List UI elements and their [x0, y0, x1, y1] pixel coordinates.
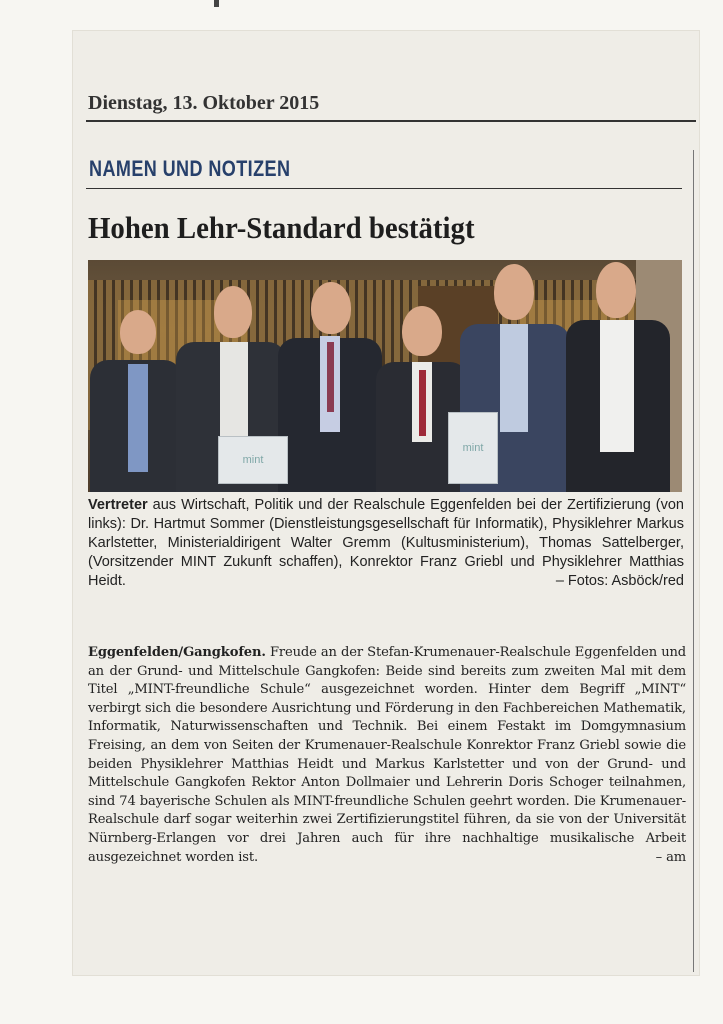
caption-text: aus Wirtschaft, Politik und der Realschule Eggenfelden bei der Zertifizierung (von links): Dr. Hartmut Sommer (Dienstleistungsgesellschaft für Informatik), Physiklehrer Markus Karlstetter, Ministerialdirigent Walter Gremm (Kultusministerium), Thomas Sattelberger, (Vorsitzender MINT Zukunft schaffen), Konrektor Franz Griebl und Physiklehrer Matthias Heidt. [88, 497, 684, 589]
certificate-right: mint [448, 412, 498, 484]
section-title: NAMEN UND NOTIZEN [89, 156, 291, 181]
photo-credit: – Fotos: Asböck/red [555, 573, 684, 589]
photo-caption [88, 496, 684, 591]
certificate-left: mint [218, 436, 288, 484]
section-rule [86, 188, 682, 189]
person-1 [90, 310, 182, 492]
caption-lead: Vertreter [88, 497, 148, 513]
article-body [88, 644, 686, 867]
article-photo [88, 260, 682, 492]
issue-date: Dienstag, 13. Oktober 2015 [88, 92, 320, 114]
column-rule [693, 150, 694, 972]
body-text: Freude an der Stefan-Krumenauer-Realschule Eggenfelden und an der Grund- und Mittelschule Gangkofen: Beide sind bereits zum zweiten Mal mit dem Titel „MINT-freundliche Schule“ ausgezeichnet worden. Hinter dem Begriff „MINT“ verbirgt sich die besondere Ausrichtung und Förderung in den Fachbereichen Mathematik, Informatik, Naturwissenschaften und Technik. Bei einem Festakt im Domgymnasium Freising, an dem von Seiten der Krumenauer-Realschule Konrektor Franz Griebl sowie die beiden Physiklehrer Matthias Heidt und Markus Karlstetter und von der Grund- und Mittelschule Gangkofen Rektor Anton Dollmaier und Lehrerin Doris Schoger teilnahmen, sind 74 bayerische Schulen als MINT-freundliche Schulen geehrt worden. Die Krumenauer-Realschule darf sogar weiterhin zwei Zertifizierungstitel führen, da sie von der Universität Nürnberg-Erlangen vor drei Jahren auch für ihre nachhaltige musikalische Arbeit ausgezeichnet worden ist. [88, 645, 686, 865]
dateline: Eggenfelden/Gangkofen. [88, 645, 266, 660]
person-3 [278, 282, 382, 492]
scan-mark [214, 0, 219, 7]
article-headline: Hohen Lehr-Standard bestätigt [88, 210, 475, 245]
person-6 [566, 262, 670, 492]
header-rule [86, 120, 696, 122]
author-signature: – am [655, 849, 686, 865]
bleed-through-text [330, 150, 342, 203]
